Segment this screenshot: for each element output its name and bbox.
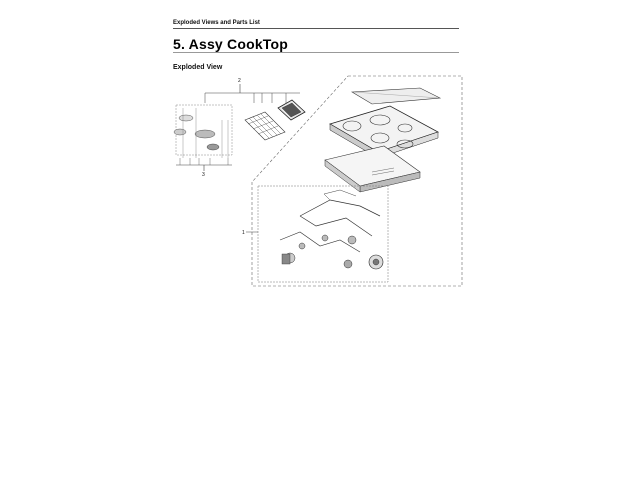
title-divider (173, 52, 459, 53)
top-trim (352, 88, 440, 104)
group-number-1: 1 (242, 230, 245, 236)
section-header-label: Exploded Views and Parts List (173, 20, 260, 26)
griddle-plate (278, 100, 305, 120)
header-divider (173, 28, 459, 29)
cooktop-assembly-group (242, 76, 462, 286)
burner-grate (245, 112, 285, 140)
group-number-3: 3 (202, 172, 205, 178)
grates-caps-group (174, 78, 305, 178)
control-frame (325, 146, 420, 192)
gas-manifold (280, 190, 380, 252)
group-number-2: 2 (238, 78, 241, 84)
page-title: 5. Assy CookTop (173, 36, 289, 52)
exploded-view-diagram (160, 70, 470, 300)
section-subtitle: Exploded View (173, 64, 223, 71)
burner-valves (282, 235, 383, 269)
